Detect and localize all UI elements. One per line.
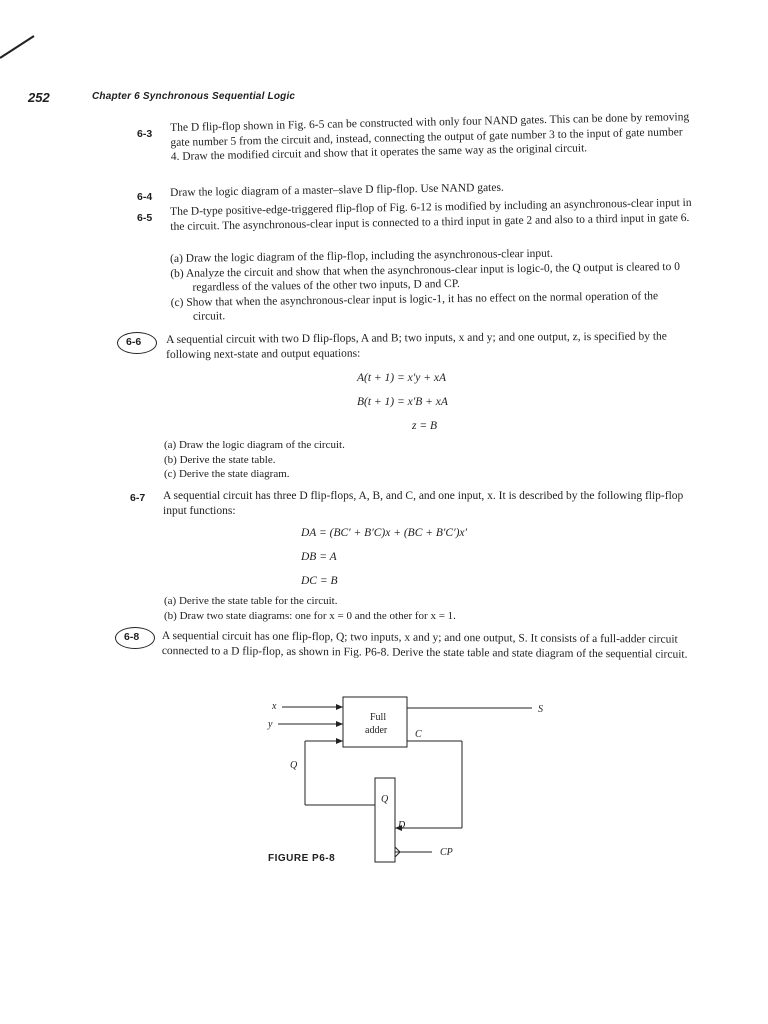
chapter-title: Chapter 6 Synchronous Sequential Logic xyxy=(92,91,296,102)
part-c: (c) Derive the state diagram. xyxy=(164,468,290,480)
problem-text: Draw the logic diagram of a master–slave D flip-flop. Use NAND gates. xyxy=(170,181,504,199)
problem-text: The D-type positive-edge-triggered flip-flop of Fig. 6-12 is modified by including an asynchronous-clear input in the circuit. The asynchronous-clear input is connected to a third input in gate 2 and also to a third input in gate 6. xyxy=(170,196,692,233)
part-a: (a) Draw the logic diagram of the circuit. xyxy=(164,439,345,451)
carry-label: C xyxy=(415,729,422,740)
full-adder-label-line1: Full xyxy=(370,712,387,723)
problem-number: 6-8 xyxy=(124,631,140,643)
q-input-label: Q xyxy=(290,760,298,771)
problem-number: 6-7 xyxy=(130,492,146,504)
arrow-icon xyxy=(336,721,343,727)
figure-caption: FIGURE P6-8 xyxy=(268,853,336,864)
problem-number: 6-5 xyxy=(137,212,153,224)
part-b: (b) Draw two state diagrams: one for x = 0 and the other for x = 1. xyxy=(164,609,456,622)
s-output-label: S xyxy=(538,704,543,715)
ff-d-label: D xyxy=(398,820,406,831)
problem-number: 6-4 xyxy=(137,191,153,203)
ff-q-label: Q xyxy=(381,794,389,805)
problem-text: A sequential circuit with two D flip-flops, A and B; two inputs, x and y; and one output, z, is specified by the following next-state and output equations: xyxy=(166,330,667,361)
part-a: (a) Derive the state table for the circuit. xyxy=(164,595,338,607)
equation: B(t + 1) = x′B + xA xyxy=(357,396,448,408)
d-flip-flop-box xyxy=(375,778,395,862)
part-c: (c) Show that when the asynchronous-clear input is logic-1, it has no effect on the normal operation of the circuit. xyxy=(170,289,659,324)
equation: DC = B xyxy=(301,575,338,587)
part-b: (b) Derive the state table. xyxy=(164,453,276,466)
input-x-label: x xyxy=(272,701,277,712)
cp-label: CP xyxy=(440,847,453,858)
page-number: 252 xyxy=(28,90,50,105)
problem-number: 6-3 xyxy=(137,128,153,140)
part-a: (a) Draw the logic diagram of the flip-flop, including the asynchronous-clear input. xyxy=(170,247,554,265)
problem-text: The D flip-flop shown in Fig. 6-5 can be constructed with only four NAND gates. This can be done by removing gate number 5 from the circuit and, instead, connecting the output of gate number 3 to the input of gate number 4. Draw the modified circuit and show that it operates the same way as the original circuit. xyxy=(170,111,690,164)
problem-text: A sequential circuit has one flip-flop, Q; two inputs, x and y; and one output, S. It consists of a full-adder circuit connected to a D flip-flop, as shown in Fig. P6-8. Derive the state table and state diagram of the sequential circuit. xyxy=(161,630,688,661)
full-adder-label-line2: adder xyxy=(365,725,388,736)
equation: z = B xyxy=(412,420,438,432)
problem-number: 6-6 xyxy=(126,336,142,348)
equation: DA = (BC′ + B′C)x + (BC + B′C′)x′ xyxy=(301,527,468,539)
arrow-icon xyxy=(336,704,343,710)
arrow-icon xyxy=(336,738,343,744)
part-b: (b) Analyze the circuit and show that when the asynchronous-clear input is logic-0, the Q output is cleared to 0 regardless of the values of the other two inputs, D and CP. xyxy=(170,260,681,294)
equation: DB = A xyxy=(301,551,337,563)
input-y-label: y xyxy=(268,719,273,730)
problem-text: A sequential circuit has three D flip-flops, A, B, and C, and one input, x. It is described by the following flip-flop input functions: xyxy=(163,490,684,517)
equation: A(t + 1) = x′y + xA xyxy=(357,372,447,384)
